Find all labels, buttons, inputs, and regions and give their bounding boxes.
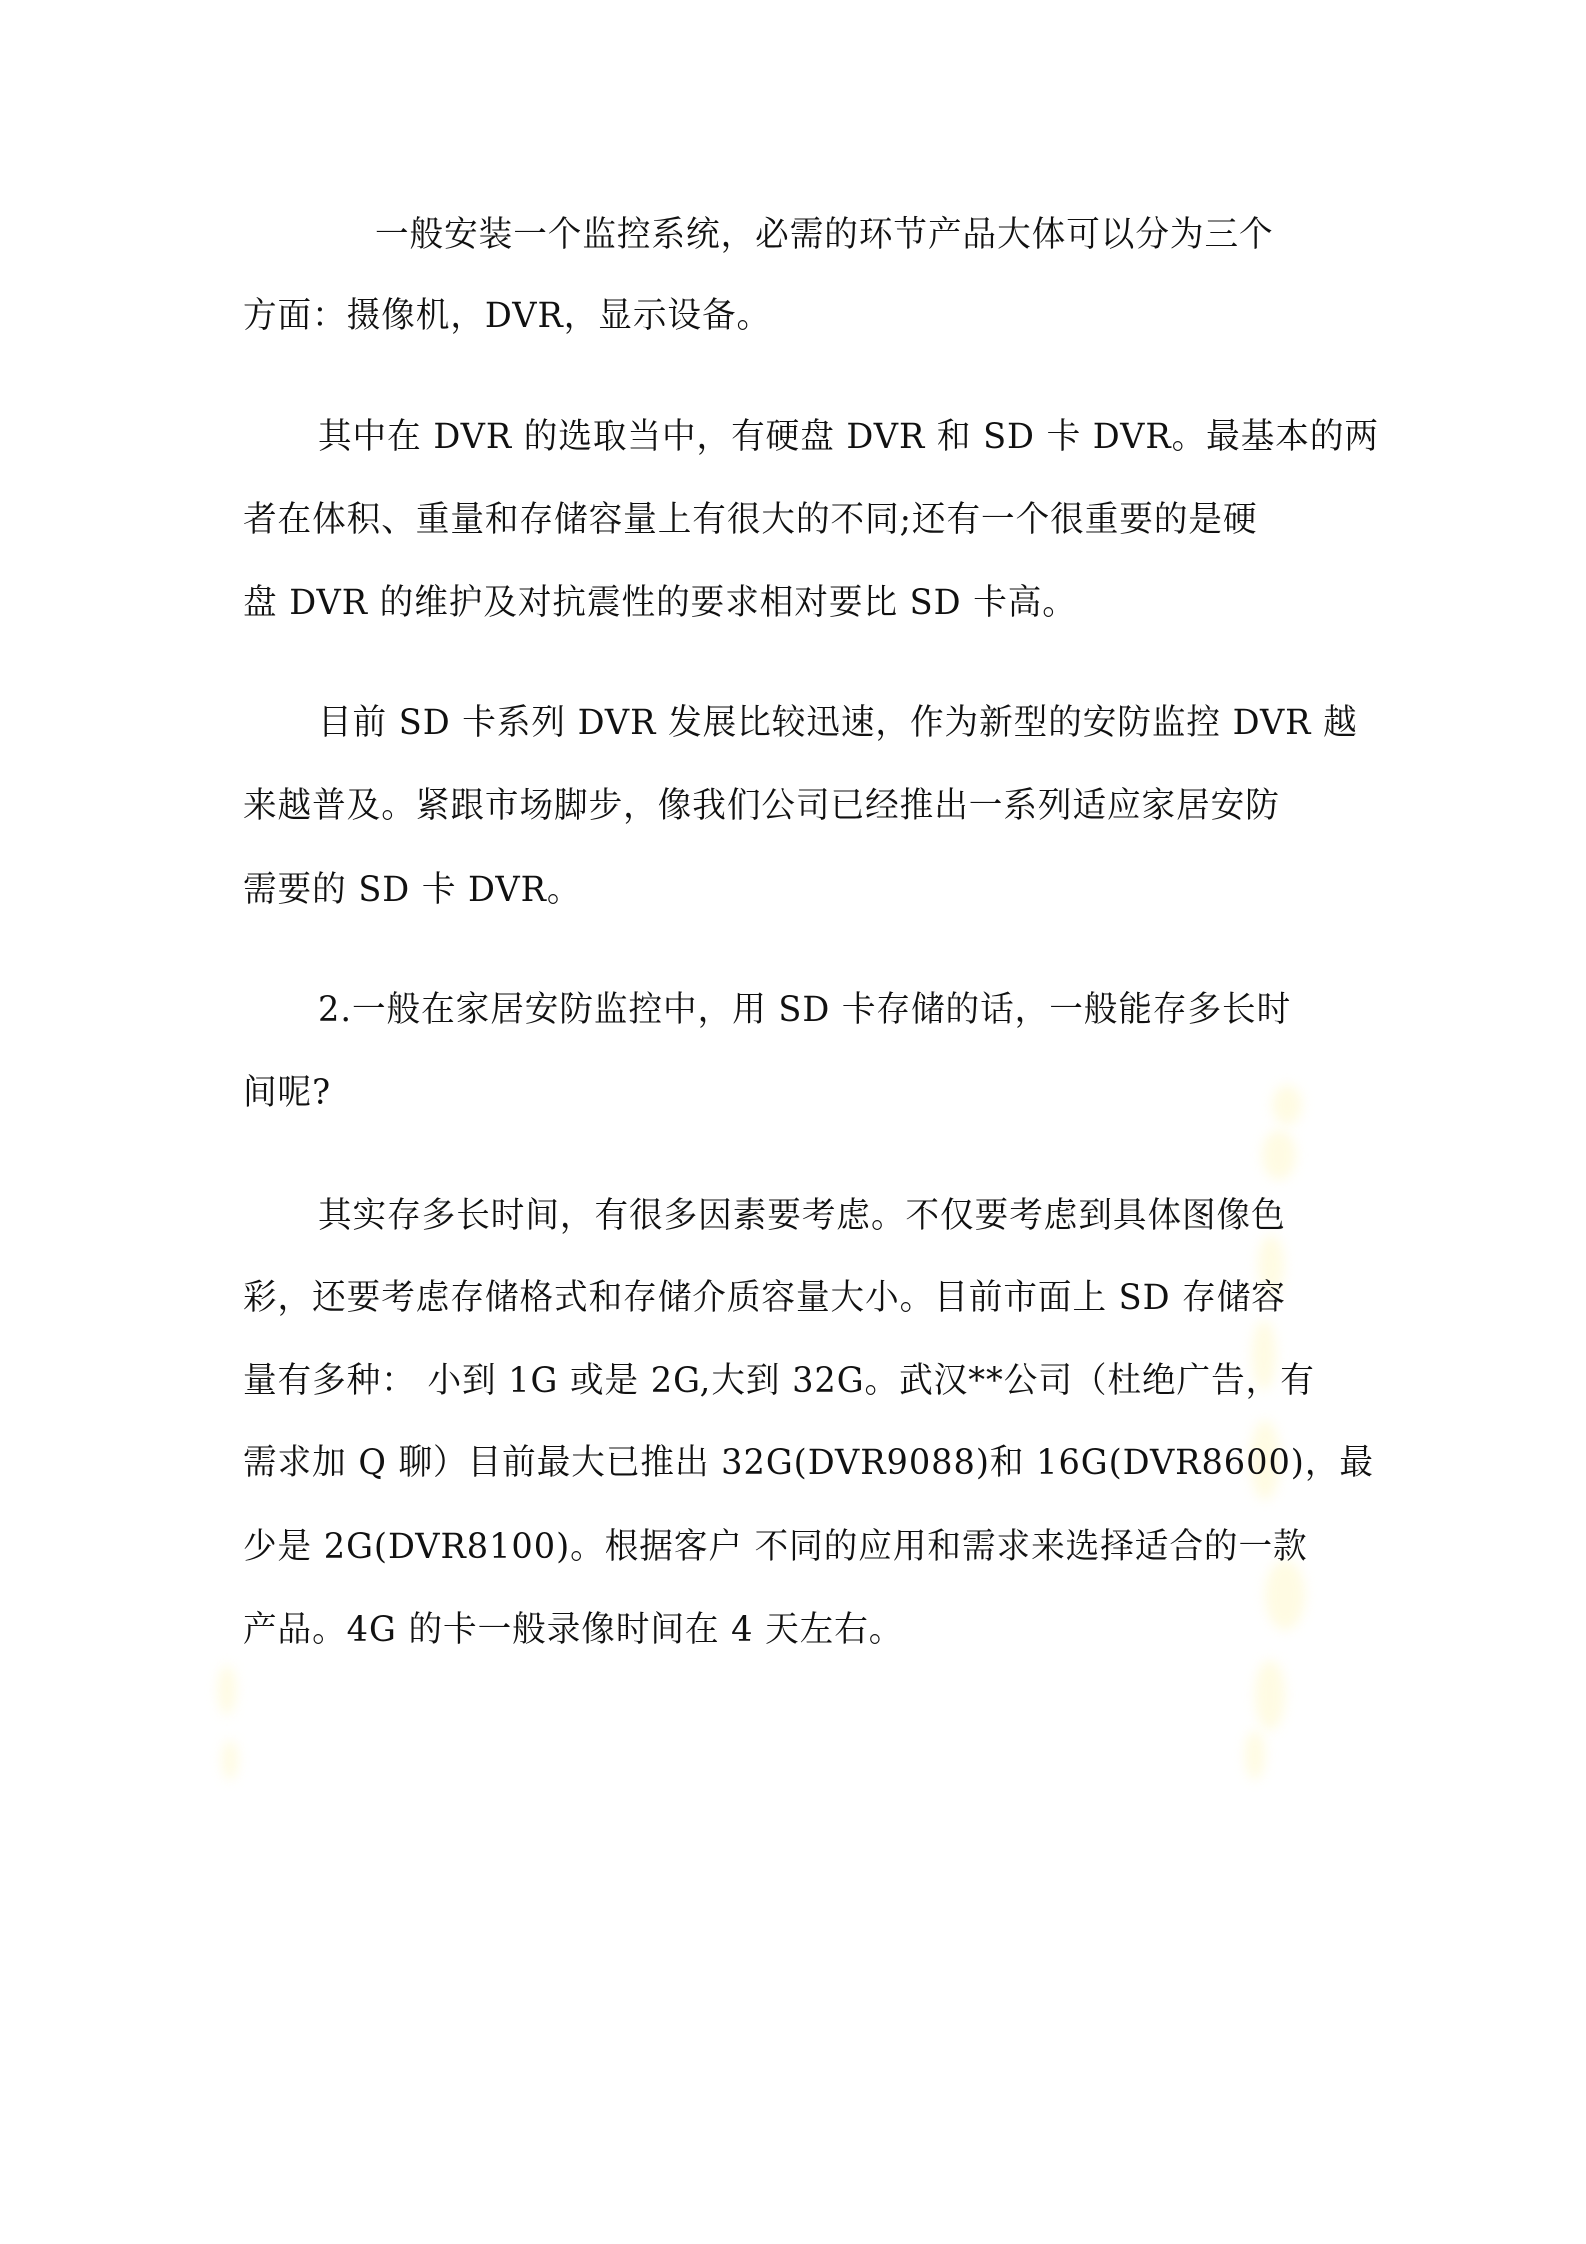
watermark-blob (1245, 1730, 1265, 1780)
p5-line-6: 产品。4G 的卡一般录像时间在 4 天左右。 (243, 1610, 904, 1650)
p2-line-1: 其中在 DVR 的选取当中，有硬盘 DVR 和 SD 卡 DVR。最基本的两 (318, 417, 1379, 457)
p3-line-1: 目前 SD 卡系列 DVR 发展比较迅速，作为新型的安防监控 DVR 越 (318, 703, 1358, 743)
watermark-blob (218, 1665, 236, 1715)
p5-line-5: 少是 2G(DVR8100)。根据客户 不同的应用和需求来选择适合的一款 (243, 1527, 1308, 1567)
p5-line-2: 彩，还要考虑存储格式和存储介质容量大小。目前市面上 SD 存储容 (243, 1278, 1286, 1318)
p5-line-4: 需求加 Q 聊）目前最大已推出 32G(DVR9088)和 16G(DVR8600)，最 (243, 1443, 1374, 1483)
watermark-blob (1255, 1660, 1285, 1730)
watermark-blob (1262, 1130, 1296, 1180)
p1-line-1: 一般安装一个监控系统，必需的环节产品大体可以分为三个 (375, 215, 1274, 255)
p4-line-2: 间呢? (243, 1073, 332, 1113)
p2-line-2: 者在体积、重量和存储容量上有很大的不同;还有一个很重要的是硬 (243, 500, 1258, 540)
p5-line-1: 其实存多长时间，有很多因素要考虑。不仅要考虑到具体图像色 (318, 1196, 1286, 1236)
p4-line-1: 2.一般在家居安防监控中，用 SD 卡存储的话，一般能存多长时 (318, 990, 1292, 1030)
p2-line-3: 盘 DVR 的维护及对抗震性的要求相对要比 SD 卡高。 (243, 583, 1077, 623)
p3-line-2: 来越普及。紧跟市场脚步，像我们公司已经推出一系列适应家居安防 (243, 786, 1280, 826)
watermark-blob (222, 1740, 238, 1780)
p1-line-2: 方面：摄像机，DVR，显示设备。 (243, 296, 772, 336)
p3-line-3: 需要的 SD 卡 DVR。 (243, 870, 582, 910)
p5-line-3: 量有多种： 小到 1G 或是 2G,大到 32G。武汉**公司（杜绝广告，有 (243, 1361, 1315, 1401)
